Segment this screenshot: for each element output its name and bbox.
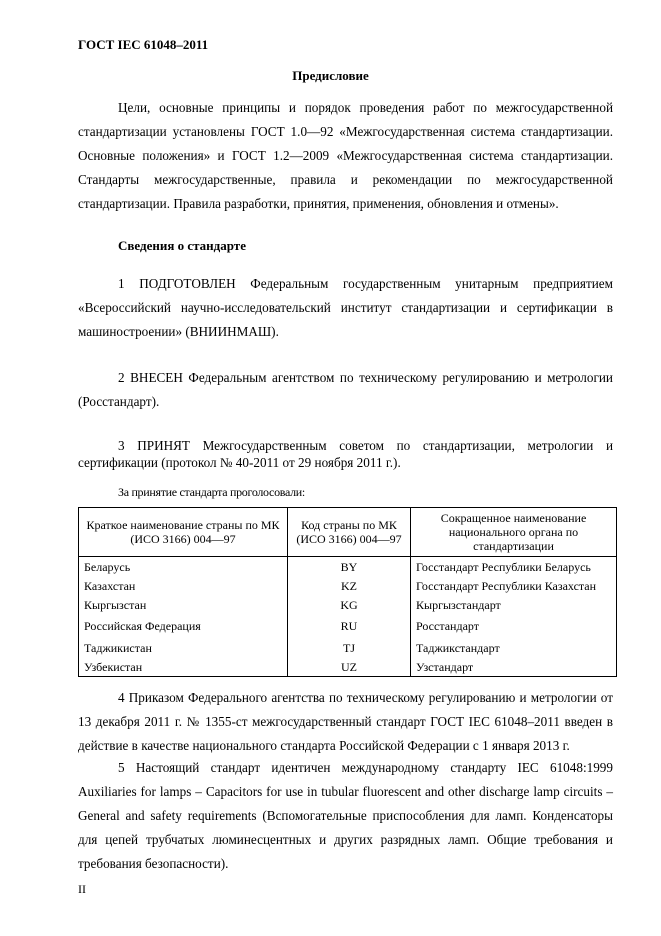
document-header: ГОСТ IEC 61048–2011	[78, 37, 209, 52]
cell-code: UZ	[288, 657, 411, 677]
cell-code: RU	[288, 614, 411, 638]
item-2-paragraph: 2 ВНЕСЕН Федеральным агентством по техническому регулированию и метрологии (Росстандарт).	[78, 370, 613, 409]
item-1-paragraph: 1 ПОДГОТОВЛЕН Федеральным государственным унитарным предприятием «Всероссийский научно-исследовательский институт стандартизации и сертификации в машиностроении» (ВНИИНМАШ).	[78, 276, 613, 339]
cell-code: TJ	[288, 638, 411, 657]
intro-paragraph: Цели, основные принципы и порядок проведения работ по межгосударственной стандартизации установлены ГОСТ 1.0—92 «Межгосударственная система стандартизации. Основные положения» и ГОСТ 1.2—2009 «Межгосударственная система стандартизации. Стандарты межгосударственные, правила и рекомендации по межгосударственной стандартизации. Правила разработки, принятия, применения, обновления и отмены».	[78, 100, 613, 211]
cell-country: Беларусь	[79, 557, 288, 577]
cell-code: KZ	[288, 576, 411, 595]
table-row	[79, 576, 617, 595]
cell-national-body: Таджикстандарт	[411, 638, 617, 657]
item-4-paragraph: 4 Приказом Федерального агентства по техническому регулированию и метрологии от 13 декабря 2011 г. № 1355-ст межгосударственный стандарт ГОСТ IEC 61048–2011 введен в действие в качестве национального стандарта Российской Федерации с 1 января 2013 г.	[78, 690, 613, 753]
cell-country: Казахстан	[79, 576, 288, 595]
table-row	[79, 657, 617, 677]
header-country: Краткое наименование страны по МК (ИСО 3166) 004—97	[79, 508, 288, 557]
cell-country: Узбекистан	[79, 657, 288, 677]
votes-caption: За принятие стандарта проголосовали:	[118, 485, 305, 499]
table-row	[79, 614, 617, 638]
cell-national-body: Госстандарт Республики Казахстан	[411, 576, 617, 595]
cell-country: Таджикистан	[79, 638, 288, 657]
item-3-paragraph: 3 ПРИНЯТ Межгосударственным советом по стандартизации, метрологии и сертификации (протокол № 40-2011 от 29 ноября 2011 г.).	[78, 438, 613, 470]
table-row	[79, 638, 617, 657]
table-row	[79, 595, 617, 614]
header-code: Код страны по МК (ИСО 3166) 004—97	[288, 508, 411, 557]
header-national-body: Сокращенное наименование национального органа по стандартизации	[411, 508, 617, 557]
item-5-paragraph: 5 Настоящий стандарт идентичен международному стандарту IEC 61048:1999 Auxiliaries for lamps – Capacitors for use in tubular fluorescent and other discharge lamp circuits – General and safety requirements (Вспомогательные приспособления для ламп. Конденсаторы для цепей трубчатых люминесцентных и других разрядных ламп. Общие требования и требования безопасности).	[78, 760, 613, 871]
table-header-row	[79, 508, 617, 557]
cell-code: BY	[288, 557, 411, 577]
cell-code: KG	[288, 595, 411, 614]
member-states-table	[78, 507, 617, 677]
cell-national-body: Госстандарт Республики Беларусь	[411, 557, 617, 577]
cell-national-body: Кыргызстандарт	[411, 595, 617, 614]
table-row	[79, 557, 617, 577]
page-number: II	[78, 882, 86, 896]
page-title: Предисловие	[292, 68, 369, 83]
info-heading: Сведения о стандарте	[118, 238, 246, 253]
cell-national-body: Росстандарт	[411, 614, 617, 638]
cell-country: Кыргызстан	[79, 595, 288, 614]
cell-country: Российская Федерация	[79, 614, 288, 638]
cell-national-body: Узстандарт	[411, 657, 617, 677]
